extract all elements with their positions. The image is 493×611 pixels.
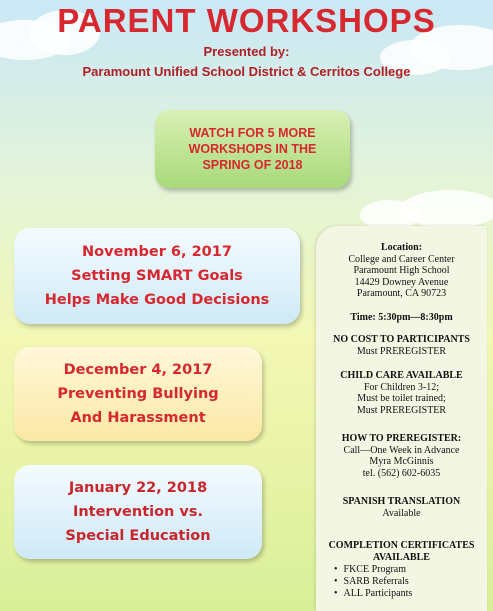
preregister-block <box>316 433 487 479</box>
certificate-item: • FKCE Program <box>334 564 412 576</box>
preregister-line: Call—One Week in Advance <box>343 444 460 456</box>
childcare-block <box>316 370 487 416</box>
location-block <box>316 242 487 300</box>
presented-by-label: Presented by: <box>203 44 290 59</box>
cost-note: Must PREREGISTER <box>356 345 447 357</box>
childcare-line: Must be toilet trained; <box>357 393 446 404</box>
workshop-title-line: Helps Make Good Decisions <box>44 292 270 308</box>
certificate-item: • SARB Referrals <box>334 576 412 588</box>
organizations-text: Paramount Unified School District & Cerritos College <box>82 64 411 79</box>
time-text: Time: 5:30pm—8:30pm <box>350 312 453 323</box>
certificates-heading: AVAILABLE <box>373 551 430 563</box>
spanish-block <box>316 496 487 519</box>
childcare-heading: CHILD CARE AVAILABLE <box>340 370 463 381</box>
childcare-line: Must PREREGISTER <box>356 404 447 416</box>
certificates-list <box>334 564 412 600</box>
location-line: 14429 Downey Avenue <box>354 276 449 288</box>
certificates-heading: COMPLETION CERTIFICATES <box>328 540 475 551</box>
workshop-date: January 22, 2018 <box>68 480 208 496</box>
workshop-title-line: Special Education <box>65 528 211 544</box>
callout-line: WATCH FOR 5 MORE <box>189 126 316 140</box>
workshop-date: December 4, 2017 <box>63 362 213 378</box>
callout-line: WORKSHOPS IN THE <box>188 142 317 156</box>
workshop-date: November 6, 2017 <box>82 244 232 260</box>
cost-heading: NO COST TO PARTICIPANTS <box>333 334 470 345</box>
location-label: Location: <box>380 242 423 253</box>
workshop-card-december <box>14 347 262 441</box>
cost-block <box>316 334 487 357</box>
preregister-line: Myra McGinnis <box>369 456 434 467</box>
preregister-line: tel. (562) 602-6035 <box>362 467 441 479</box>
location-line: Paramount, CA 90723 <box>356 288 447 299</box>
location-line: Paramount High School <box>353 265 450 276</box>
childcare-line: For Children 3-12; <box>364 381 439 393</box>
workshop-title-line: Preventing Bullying <box>57 386 219 402</box>
workshop-card-january <box>14 465 262 559</box>
spring-workshops-callout <box>155 110 350 188</box>
certificates-block <box>316 540 487 563</box>
preregister-heading: HOW TO PREREGISTER: <box>341 433 462 444</box>
workshop-title-line: Setting SMART Goals <box>71 268 243 284</box>
certificate-item: • ALL Participants <box>334 588 412 600</box>
spanish-note: Available <box>382 507 421 519</box>
callout-line: SPRING OF 2018 <box>202 158 303 172</box>
page-title: PARENT WORKSHOPS <box>57 2 436 39</box>
location-line: College and Career Center <box>348 253 455 265</box>
spanish-heading: SPANISH TRANSLATION <box>342 496 461 507</box>
workshop-title-line: And Harassment <box>70 410 206 426</box>
workshop-title-line: Intervention vs. <box>72 504 204 520</box>
workshop-card-november <box>14 228 300 324</box>
info-panel <box>316 226 487 611</box>
